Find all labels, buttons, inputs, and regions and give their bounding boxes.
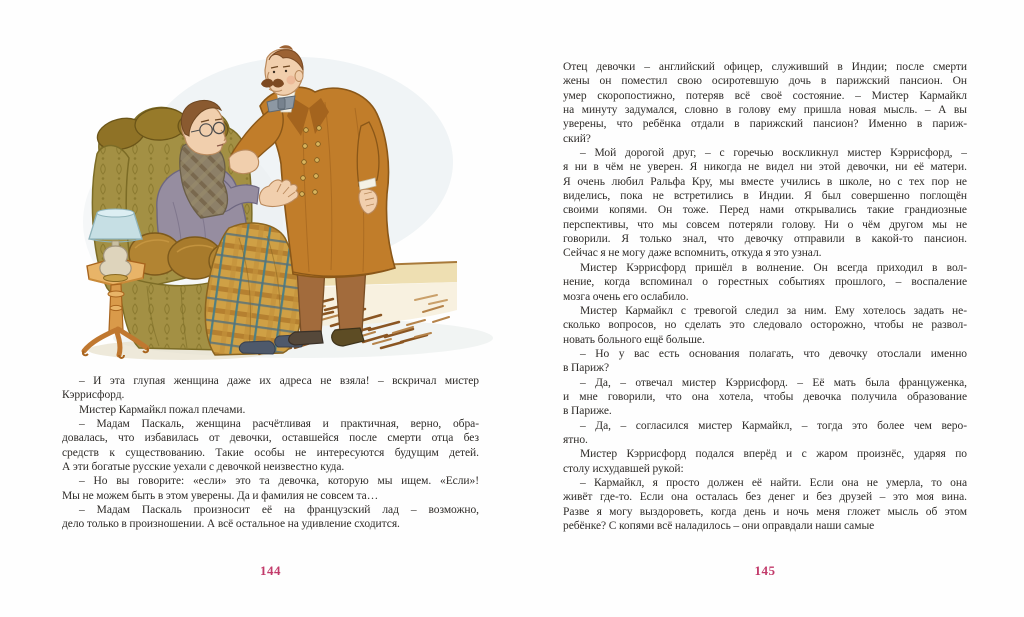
paragraph (62, 474, 479, 503)
text-line: – Мой дорогой друг, – с горечью воскликнул мистер Кэррисфорд, – (580, 147, 967, 160)
text-line: в Париж? (563, 362, 610, 375)
text-line: Мистер Кармайкл пожал плечами. (79, 403, 246, 416)
paragraph (62, 417, 479, 474)
text-line: виделись, пока не встретились в Индии. Я был совершенно поглощён (563, 190, 967, 203)
paragraph (62, 374, 479, 403)
paragraph (563, 447, 967, 476)
paragraph (563, 347, 967, 376)
paragraph (563, 146, 967, 261)
text-line: – Мадам Паскаль, женщина расчётливая и практичная, верно, обра- (79, 418, 479, 431)
page-number-right: 145 (754, 563, 776, 578)
text-line: – Мадам Паскаль произносит её на французский лад – возможно, (79, 504, 479, 517)
text-line: дело только в произношении. А всё остальное на удивление сходится. (62, 518, 400, 531)
paragraph (62, 403, 479, 417)
paragraph (563, 304, 967, 347)
text-line: Сейчас я не могу даже вспомнить, откуда я это узнал. (563, 247, 822, 260)
text-line: сколько вопросов, но сделать это следовало осторожно, чтобы не развол- (563, 319, 967, 332)
text-line: своими копями. Он тоже. Перед нами открывались такие грандиозные (563, 204, 967, 217)
text-line: живёт где-то. Если она осталась без денег и без друзей – это моя вина. (563, 491, 967, 504)
text-line: Мистер Кэррисфорд подался вперёд и с жаром произнёс, ударяя по (580, 448, 967, 461)
text-line: – Кармайкл, я просто должен её найти. Если она не умерла, то она (580, 476, 967, 489)
paragraph (62, 503, 479, 532)
text-line: новать больного ещё больше. (563, 333, 705, 346)
text-line: – Да, – согласился мистер Кармайкл, – тогда это более чем веро- (580, 419, 967, 432)
text-line: Я очень любил Ральфа Кру, мы вместе учились в школе, но с тех пор не (563, 175, 967, 188)
text-line: и мне говорили, что она хотела, чтобы девочка получила образование (563, 390, 967, 403)
text-line: Отец девочки – английский офицер, служивший в Индии; после смерти (563, 61, 967, 73)
text-line: ребёнке? С копями всё наладилось – они оправдали наши самые (563, 520, 875, 532)
text-line: – Но у вас есть основания полагать, что девочку отослали именно (580, 347, 967, 360)
right-page-text (563, 60, 967, 533)
text-line: ятно. (563, 433, 588, 446)
text-line: столу исхудавшей рукой: (563, 462, 684, 475)
paragraph (563, 376, 967, 419)
text-line: я ни в чём не уверен. Я никогда не видел ни этой девочки, ни её матери. (563, 161, 967, 174)
text-line: Мы не можем быть в этом уверены. Да и фамилия не совсем та… (62, 489, 379, 502)
text-line: Кэррисфорд. (62, 389, 125, 402)
text-line: говорили. Я только знал, что девочку отправили в какой-то пансион. (563, 233, 967, 246)
text-line: Мистер Кэррисфорд пришёл в волнение. Он всегда приходил в вол- (580, 261, 967, 274)
paragraph (563, 419, 967, 448)
text-line: А эти богатые русские уехали с девочкой неизвестно куда. (62, 461, 345, 474)
paragraph (563, 261, 967, 304)
page-number-left: 144 (260, 563, 281, 578)
text-line: – Да, – отвечал мистер Кэррисфорд. – Её мать была француженка, (580, 376, 967, 389)
text-line: умер скоропостижно, потеряв всё своё состояние. – Мистер Кармайкл (563, 89, 967, 102)
text-line: Разве я могу выздороветь, когда день и ночь меня гложет мысль об этом (563, 505, 967, 518)
text-line: – И эта глупая женщина даже их адреса не взяла! – вскричал мистер (79, 375, 479, 387)
text-line: нение, когда вспоминал о горестных событиях прошлого, – воспаление (563, 276, 967, 289)
text-line: перспективы, что мы совсем потеряли голову. Ни о чём другом мы не (563, 218, 967, 231)
book-illustration (63, 42, 500, 360)
left-page-text (62, 374, 479, 532)
text-line: довалась, что избавилась от девочки, оставшейся после смерти отца без (62, 432, 479, 445)
paragraph (563, 60, 967, 146)
text-line: Мистер Кармайкл с тревогой следил за ним. Ему хотелось задать не- (580, 304, 967, 317)
text-line: уверены, что ребёнка отдали в парижский пансион? Именно в париж- (563, 118, 967, 131)
text-line: в Париже. (563, 405, 612, 418)
text-line: на минуту задумался, словно в голову ему пришла новая мысль. – А вы (563, 104, 967, 117)
text-line: жены он поместил свою осиротевшую дочь в парижский пансион. Он (563, 75, 967, 88)
paragraph (563, 476, 967, 533)
text-line: ский? (563, 132, 591, 145)
text-line: мозга очень его ослабило. (563, 290, 689, 303)
text-line: средств к существованию. Такие особы не интересуются будущим детей. (62, 446, 479, 459)
text-line: – Но вы говорите: «если» это та девочка, которую мы ищем. «Если»! (79, 475, 479, 488)
